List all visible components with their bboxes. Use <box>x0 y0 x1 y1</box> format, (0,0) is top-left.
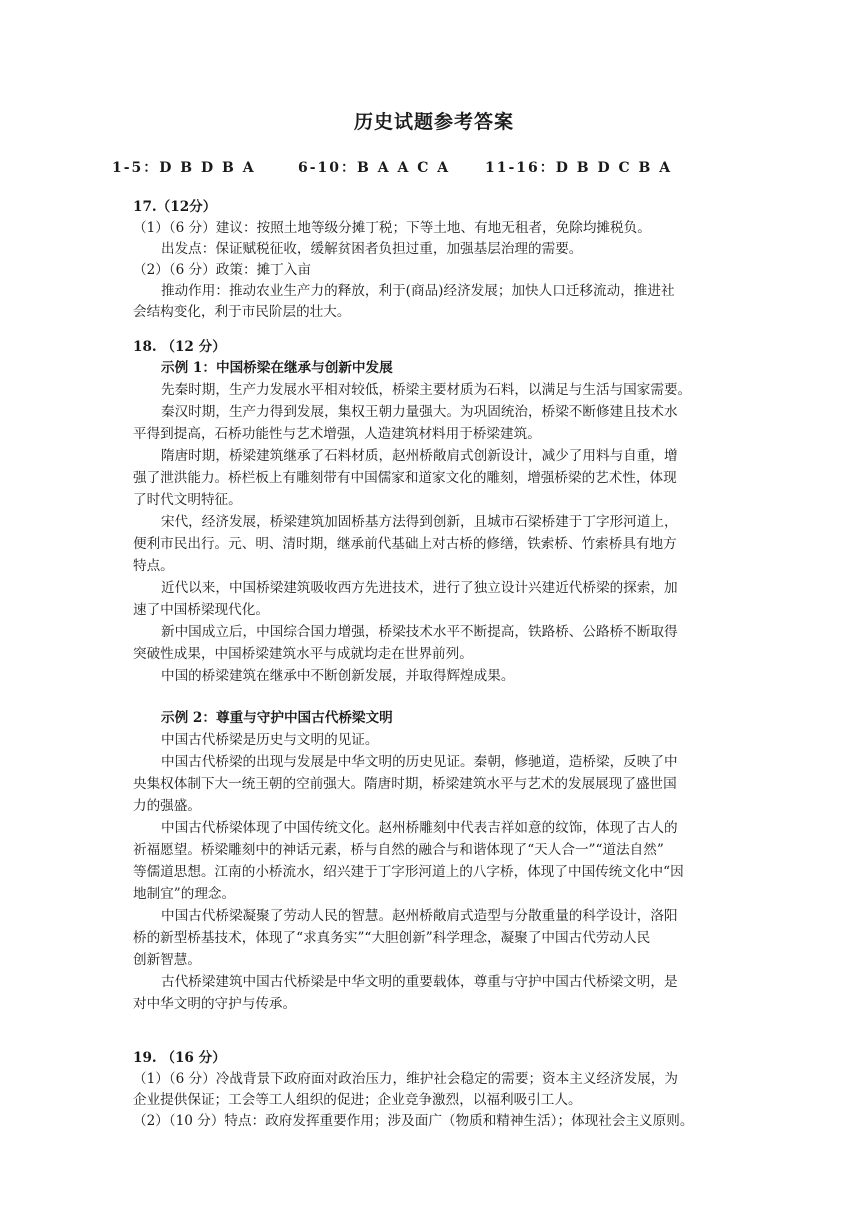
q18-ex1-line: 中国的桥梁建筑在继承中不断创新发展，并取得辉煌成果。 <box>161 668 515 684</box>
q18-ex1-line: 速了中国桥梁现代化。 <box>133 602 269 618</box>
q18-ex1-line: 特点。 <box>133 558 174 574</box>
q18-ex1-line: 隋唐时期，桥梁建筑继承了石料材质，赵州桥敞肩式创新设计，减少了用料与自重，增 <box>161 448 678 464</box>
q19-line: （2）（10 分）特点：政府发挥重要作用；涉及面广（物质和精神生活）；体现社会主义原则。 <box>133 1113 694 1129</box>
q18-ex1-line: 宋代，经济发展，桥梁建筑加固桥基方法得到创新，且城市石梁桥建于丁字形河道上， <box>161 514 678 530</box>
q18-ex2-line: 对中华文明的守护与传承。 <box>133 996 297 1012</box>
q18-ex1-line: 秦汉时期，生产力得到发展，集权王朝力量强大。为巩固统治，桥梁不断修建且技术水 <box>161 404 678 420</box>
q18-ex1-line: 了时代文明特征。 <box>133 492 242 508</box>
q17-line: 推动作用：推动农业生产力的释放，利于(商品)经济发展；加快人口迁移流动，推进社 <box>161 283 675 299</box>
page-title: 历史试题参考答案 <box>353 111 514 133</box>
q18-ex2-line: 中国古代桥梁凝聚了劳动人民的智慧。赵州桥敞肩式造型与分散重量的科学设计，洛阳 <box>161 908 678 924</box>
q18-ex1-line: 平得到提高，石桥功能性与艺术增强，人造建筑材料用于桥梁建筑。 <box>133 426 541 442</box>
q19-line: 企业提供保证；工会等工人组织的促进；企业竞争激烈，以福利吸引工人。 <box>133 1092 582 1108</box>
q18-ex2-line: 桥的新型桥基技术，体现了“求真务实”“大胆创新”科学理念，凝聚了中国古代劳动人民 <box>133 930 651 946</box>
q18-ex1-line: 强了泄洪能力。桥栏板上有雕刻带有中国儒家和道家文化的雕刻，增强桥梁的艺术性，体现 <box>133 470 677 486</box>
q18-ex2-line: 央集权体制下大一统王朝的空前强大。隋唐时期，桥梁建筑水平与艺术的发展展现了盛世国 <box>133 776 677 792</box>
multiple-choice-answers <box>112 157 752 181</box>
q18-ex2-line: 中国古代桥梁的出现与发展是中华文明的历史见证。秦朝，修驰道，造桥梁，反映了中 <box>161 754 678 770</box>
q19-heading: 19. （16 分） <box>133 1050 226 1066</box>
answers-6-10: 6-10：B A A C A <box>298 160 451 176</box>
q17-line: （1）（6 分）建议：按照土地等级分摊丁税；下等土地、有地无租者，免除均摊税负。 <box>133 220 651 236</box>
answers-1-5: 1-5：D B D B A <box>112 160 256 176</box>
q18-ex2-line: 祈福愿望。桥梁雕刻中的神话元素，桥与自然的融合与和谐体现了“天人合一”“道法自然” <box>133 842 664 858</box>
q18-ex2-line: 古代桥梁建筑中国古代桥梁是中华文明的重要载体，尊重与守护中国古代桥梁文明，是 <box>161 974 678 990</box>
q18-example-2-title: 示例 2：尊重与守护中国古代桥梁文明 <box>161 710 393 726</box>
q18-ex2-line: 力的强盛。 <box>133 798 201 814</box>
q18-ex1-line: 新中国成立后，中国综合国力增强，桥梁技术水平不断提高，铁路桥、公路桥不断取得 <box>161 624 678 640</box>
q18-ex1-line: 便利市民出行。元、明、清时期，继承前代基础上对古桥的修缮，铁索桥、竹索桥具有地方 <box>133 536 677 552</box>
q17-line: 会结构变化，利于市民阶层的壮大。 <box>133 304 351 320</box>
q18-heading: 18. （12 分） <box>133 339 226 355</box>
q17-line: （2）（6 分）政策：摊丁入亩 <box>133 262 311 278</box>
q18-ex1-line: 突破性成果，中国桥梁建筑水平与成就均走在世界前列。 <box>133 646 473 662</box>
q18-ex2-line: 等儒道思想。江南的小桥流水，绍兴建于丁字形河道上的八字桥，体现了中国传统文化中“因 <box>133 864 684 880</box>
q18-example-1-title: 示例 1：中国桥梁在继承与创新中发展 <box>161 360 393 376</box>
q18-ex2-line: 创新智慧。 <box>133 952 201 968</box>
q18-ex2-line: 中国古代桥梁体现了中国传统文化。赵州桥雕刻中代表吉祥如意的纹饰，体现了古人的 <box>161 820 678 836</box>
q18-ex1-line: 近代以来，中国桥梁建筑吸收西方先进技术，进行了独立设计兴建近代桥梁的探索，加 <box>161 580 678 596</box>
q17-line: 出发点：保证赋税征收，缓解贫困者负担过重，加强基层治理的需要。 <box>161 241 583 257</box>
q19-line: （1）（6 分）冷战背景下政府面对政治压力，维护社会稳定的需要；资本主义经济发展，为 <box>133 1071 678 1087</box>
q18-ex1-line: 先秦时期，生产力发展水平相对较低，桥梁主要材质为石料，以满足与生活与国家需要。 <box>161 382 692 398</box>
q17-heading: 17.（12分） <box>133 199 217 215</box>
q18-ex2-line: 中国古代桥梁是历史与文明的见证。 <box>161 732 379 748</box>
q18-ex2-line: 地制宜”的理念。 <box>133 886 236 902</box>
answers-11-16: 11-16：D B D C B A <box>485 160 673 176</box>
